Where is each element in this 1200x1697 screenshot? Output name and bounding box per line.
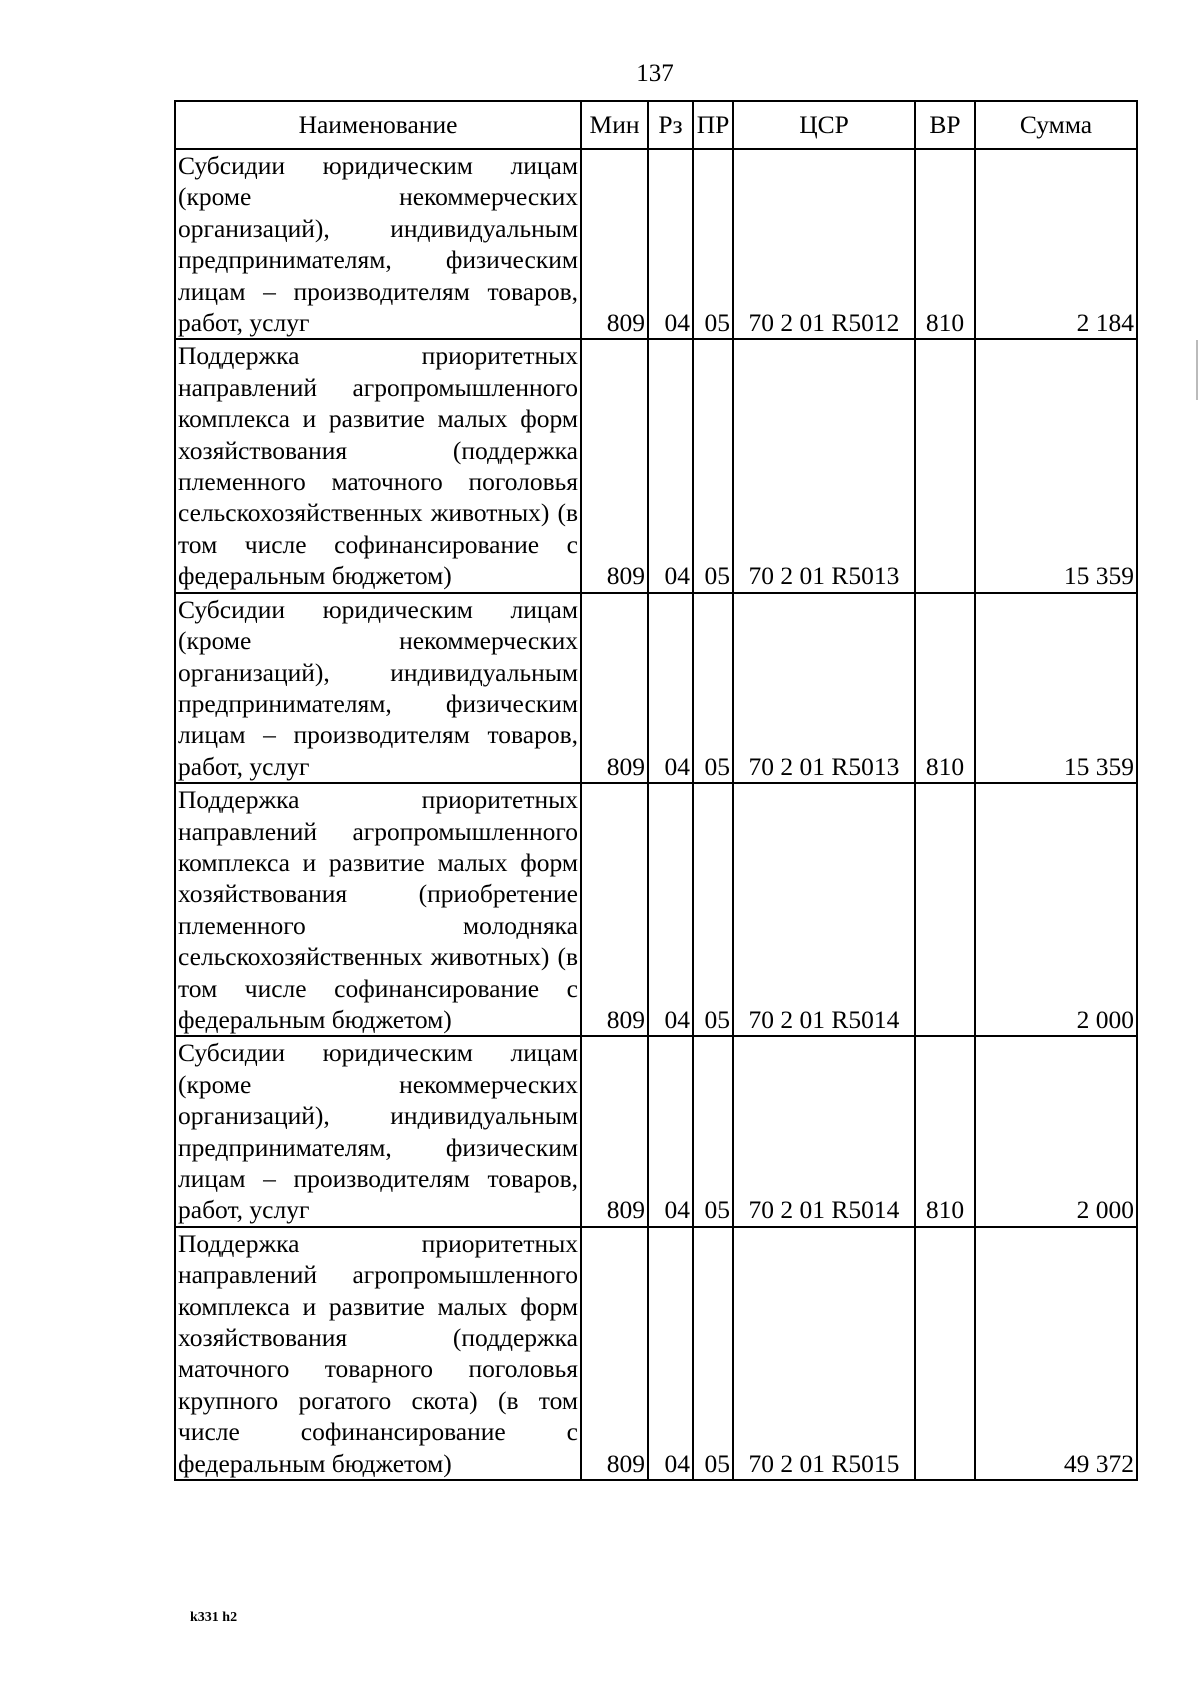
row-vr-cell: 810	[915, 1036, 975, 1226]
row-name-cell: Поддержка приоритетных направлений агропромышленного комплекса и развитие малых форм хозяйствования (приобретение племенного молодняка сельскохозяйственных животных) (в том числе софинансирование с федеральным бюджетом)	[175, 783, 581, 1036]
row-name-cell: Поддержка приоритетных направлений агропромышленного комплекса и развитие малых форм хозяйствования (поддержка племенного маточного поголовья сельскохозяйственных животных) (в том числе софинансирование с федеральным бюджетом)	[175, 339, 581, 592]
row-min-cell: 809	[581, 339, 648, 592]
row-sum-cell: 15 359	[975, 593, 1137, 783]
table-row	[175, 1227, 1137, 1480]
row-vr-cell	[915, 1227, 975, 1480]
row-rz-cell: 04	[648, 1036, 693, 1226]
row-csr-cell: 70 2 01 R5012	[733, 149, 915, 339]
row-pr-cell: 05	[693, 149, 733, 339]
row-sum-cell: 2 184	[975, 149, 1137, 339]
table-row	[175, 149, 1137, 339]
row-min-cell: 809	[581, 1227, 648, 1480]
row-pr-cell: 05	[693, 593, 733, 783]
row-min-cell: 809	[581, 593, 648, 783]
row-pr-cell: 05	[693, 1227, 733, 1480]
row-csr-cell: 70 2 01 R5013	[733, 593, 915, 783]
row-vr-cell	[915, 339, 975, 592]
row-rz-cell: 04	[648, 1227, 693, 1480]
row-pr-cell: 05	[693, 1036, 733, 1226]
table-row	[175, 1036, 1137, 1226]
row-rz-cell: 04	[648, 783, 693, 1036]
page-number: 137	[636, 60, 674, 87]
header-name: Наименование	[175, 101, 581, 149]
header-rz: Рз	[648, 101, 693, 149]
header-pr: ПР	[693, 101, 733, 149]
row-csr-cell: 70 2 01 R5014	[733, 783, 915, 1036]
row-csr-cell: 70 2 01 R5014	[733, 1036, 915, 1226]
header-csr: ЦСР	[733, 101, 915, 149]
row-vr-cell	[915, 783, 975, 1036]
row-pr-cell: 05	[693, 339, 733, 592]
table-row	[175, 339, 1137, 592]
row-csr-cell: 70 2 01 R5013	[733, 339, 915, 592]
row-rz-cell: 04	[648, 593, 693, 783]
table-row	[175, 783, 1137, 1036]
footer-document-code: k331 h2	[190, 1610, 238, 1625]
row-name-cell: Субсидии юридическим лицам (кроме некоммерческих организаций), индивидуальным предпринимателям, физическим лицам – производителям товаров, работ, услуг	[175, 1036, 581, 1226]
table-row	[175, 593, 1137, 783]
row-name-cell: Субсидии юридическим лицам (кроме некоммерческих организаций), индивидуальным предпринимателям, физическим лицам – производителям товаров, работ, услуг	[175, 149, 581, 339]
row-name-cell: Субсидии юридическим лицам (кроме некоммерческих организаций), индивидуальным предпринимателям, физическим лицам – производителям товаров, работ, услуг	[175, 593, 581, 783]
row-name-cell: Поддержка приоритетных направлений агропромышленного комплекса и развитие малых форм хозяйствования (поддержка маточного товарного поголовья крупного рогатого скота) (в том числе софинансирование с федеральным бюджетом)	[175, 1227, 581, 1480]
row-sum-cell: 49 372	[975, 1227, 1137, 1480]
row-rz-cell: 04	[648, 149, 693, 339]
row-rz-cell: 04	[648, 339, 693, 592]
row-sum-cell: 2 000	[975, 783, 1137, 1036]
row-vr-cell: 810	[915, 593, 975, 783]
header-min: Мин	[581, 101, 648, 149]
row-min-cell: 809	[581, 783, 648, 1036]
row-sum-cell: 2 000	[975, 1036, 1137, 1226]
row-min-cell: 809	[581, 149, 648, 339]
row-csr-cell: 70 2 01 R5015	[733, 1227, 915, 1480]
row-vr-cell: 810	[915, 149, 975, 339]
budget-table	[174, 100, 1138, 1481]
row-pr-cell: 05	[693, 783, 733, 1036]
row-sum-cell: 15 359	[975, 339, 1137, 592]
scan-edge-mark	[1196, 340, 1198, 400]
header-sum: Сумма	[975, 101, 1137, 149]
row-min-cell: 809	[581, 1036, 648, 1226]
table-header-row	[175, 101, 1137, 149]
header-vr: ВР	[915, 101, 975, 149]
